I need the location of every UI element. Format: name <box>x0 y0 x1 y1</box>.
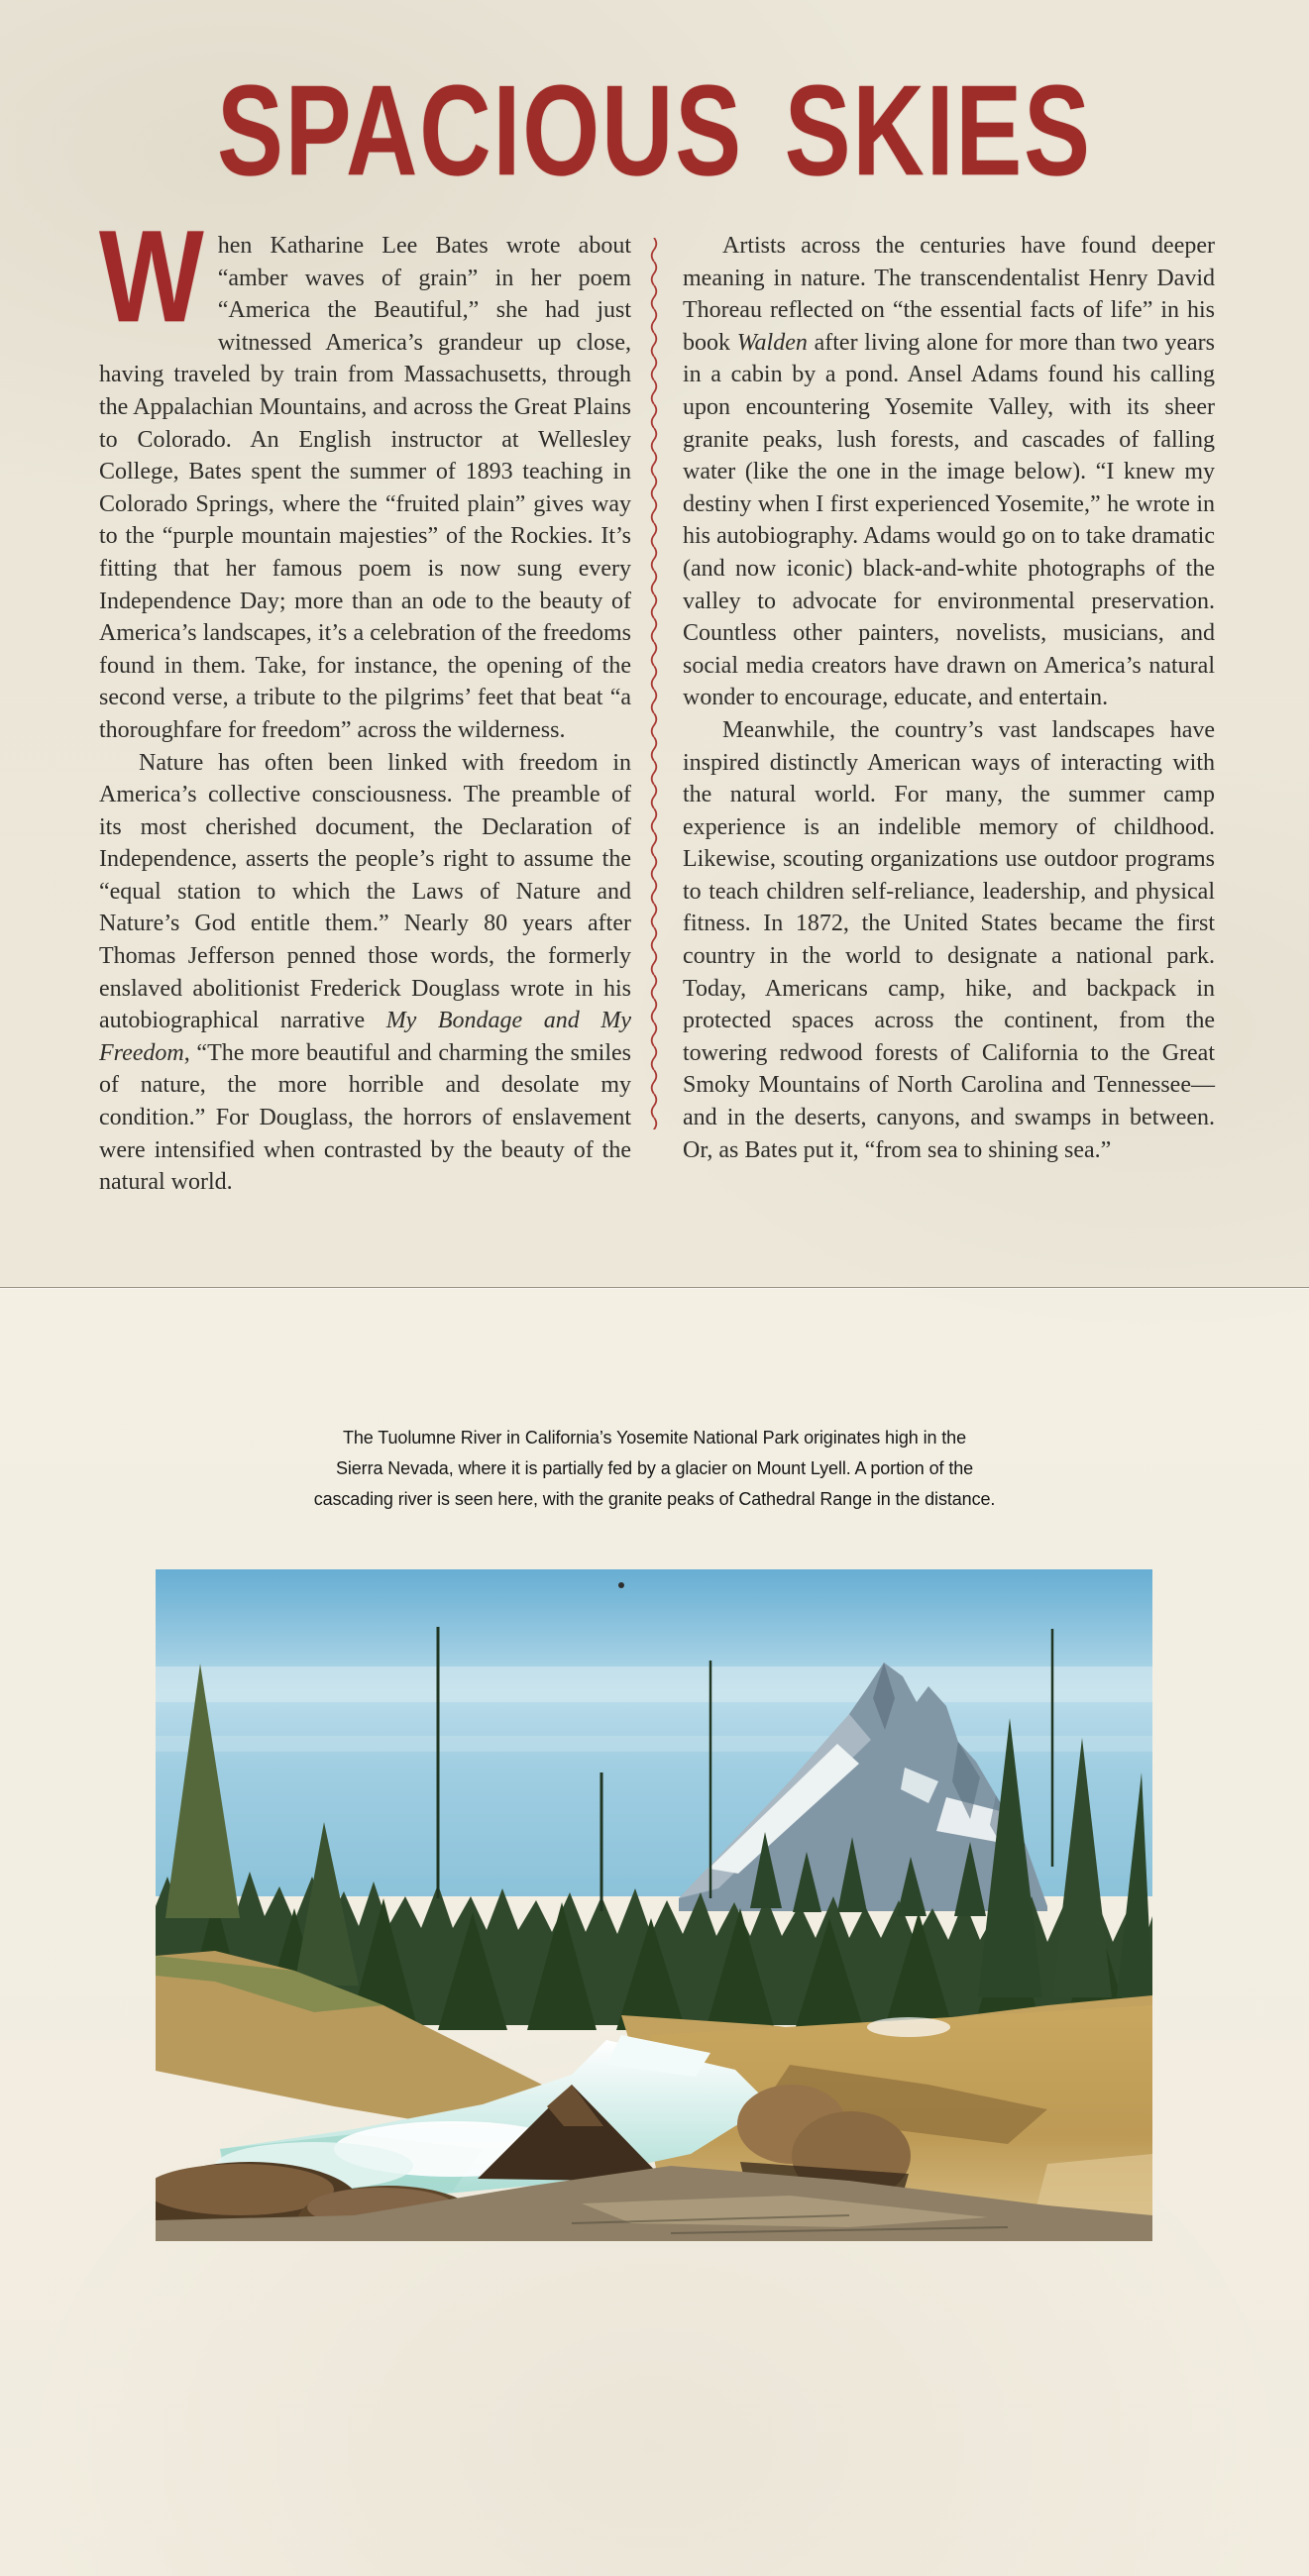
paragraph-3-text-cont: after living alone for more than two years in a cabin by a pond. Ansel Adams found his calling upon encountering Yosemite Valley, with its sheer granite peaks, lush forests, and cascades of falling water (like the one in the image below). “I knew my destiny when I first experienced Yosemite,” he wrote in his autobiography. Adams would go on to take dramatic (and now iconic) black-and-white photographs of the valley to advocate for environmental preservation. Countless other painters, novelists, musicians, and social media creators have drawn on America’s natural wonder to encourage, educate, and entertain. <box>683 329 1216 711</box>
paragraph-4: Meanwhile, the country’s vast landscapes have inspired distinctly American ways of interacting with the natural world. For many, the summer camp experience is an indelible memory of childhood. Likewise, scouting organizations use outdoor programs to teach children self-reliance, leadership, and physical fitness. In 1872, the United States became the first country in the world to designate a national park. Today, Americans camp, hike, and backpack in protected spaces across the continent, from the towering redwood forests of California to the Great Smoky Mountains of North Carolina and Tennessee—and in the deserts, canyons, and swamps in between. Or, as Bates put it, “from sea to shining sea.” <box>683 716 1215 1163</box>
right-column <box>683 230 1215 1199</box>
caption-line: cascading river is seen here, with the granite peaks of Cathedral Range in the distance. <box>313 1489 996 1509</box>
photo-caption <box>0 1423 1309 1515</box>
page-title: SPACIOUS SKIES <box>217 58 1092 203</box>
paragraph-1-text: hen Katharine Lee Bates wrote about “amber waves of grain” in her poem “America the Beautiful,” she had just witnessed America’s grandeur up close, having traveled by train from Massachusetts, through the Appalachian Mountains, and across the Great Plains to Colorado. An English instructor at Wellesley College, Bates spent the summer of 1893 teaching in Colorado Springs, where the “fruited plain” gives way to the “purple mountain majesties” of the Rockies. It’s fitting that her famous poem is now sung every Independence Day; more than an ode to the beauty of America’s landscapes, it’s a celebration of the freedoms found in them. Take, for instance, the opening of the second verse, a tribute to the pilgrims’ feet that beat “a thoroughfare for freedom” across the wilderness. <box>99 233 631 743</box>
book-title-walden: Walden <box>736 329 808 356</box>
paragraph-2-text-cont: , “The more beautiful and charming the smiles of nature, the more horrible and desolate my condition.” For Douglass, the horrors of enslavement were intensified when contrasted by the beauty of the natural world. <box>99 1039 631 1196</box>
paragraph-3 <box>683 230 1215 714</box>
caption-line: The Tuolumne River in California’s Yosemite National Park originates high in the <box>342 1428 966 1448</box>
paragraph-1 <box>99 203 631 747</box>
dropcap-letter: W <box>99 203 204 350</box>
left-column <box>99 203 631 1199</box>
paragraph-2-text: Nature has often been linked with freedom in America’s collective consciousness. The preamble of its most cherished document, the Declaration of Independence, asserts the people’s right to assume the “equal station to which the Laws of Nature and Nature’s God entitle them.” Nearly 80 years after Thomas Jefferson penned those words, the formerly enslaved abolitionist Frederick Douglass wrote in his autobiographical narrative <box>99 749 631 1034</box>
bird-speck <box>618 1582 624 1588</box>
page-fold-line <box>0 1287 1309 1290</box>
tuolumne-river-photo <box>156 1569 1152 2241</box>
paragraph-2 <box>99 747 631 1199</box>
squiggle-column-divider <box>649 238 659 1129</box>
caption-line: Sierra Nevada, where it is partially fed by a glacier on Mount Lyell. A portion of the <box>335 1458 974 1478</box>
paragraph-3-text: Artists across the centuries have found deeper meaning in nature. The transcendentalist Henry David Thoreau reflected on “the essential facts of life” in his book <box>683 233 1215 356</box>
distant-rapids <box>867 2017 950 2037</box>
book-title-my-bondage: My Bondage and My Freedom <box>99 1008 631 1066</box>
